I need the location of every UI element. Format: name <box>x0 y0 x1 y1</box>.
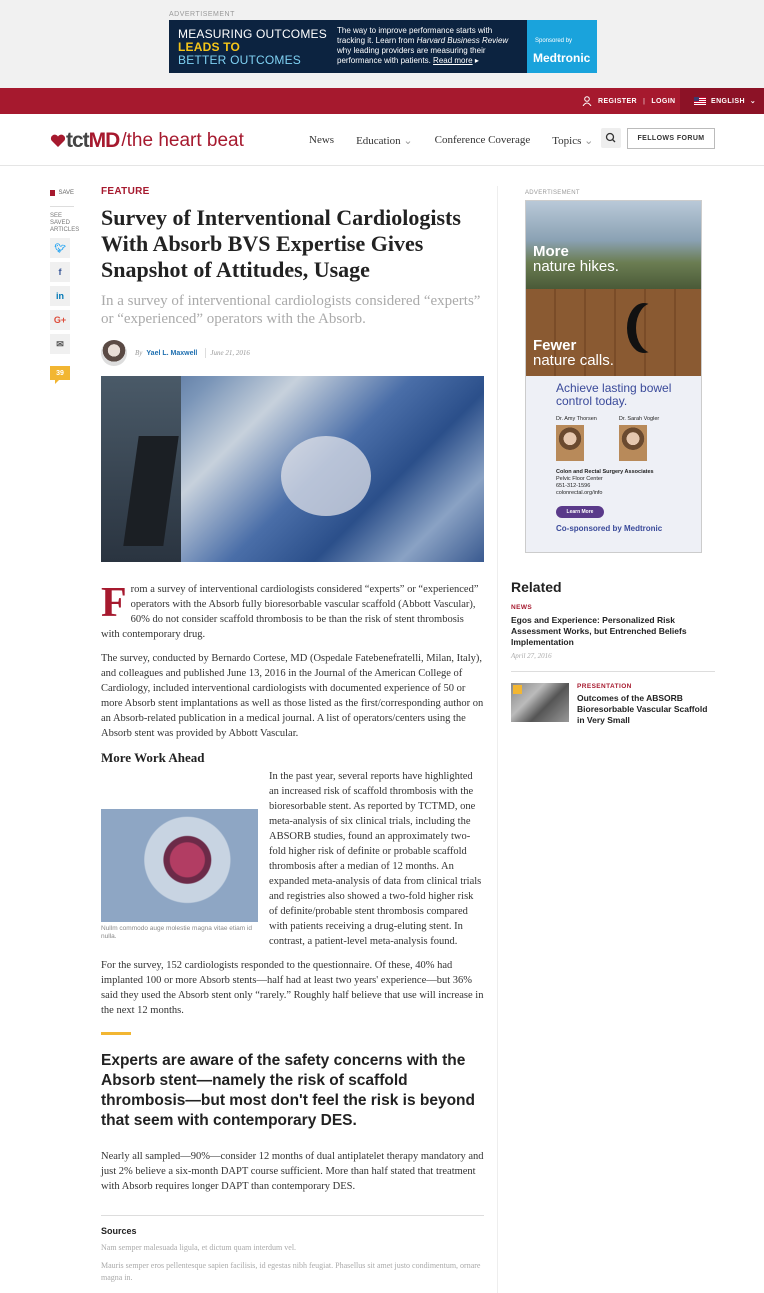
source-item: Nam semper malesuada ligula, et dictum quam interdum vel. <box>101 1243 297 1252</box>
search-button[interactable] <box>601 128 621 148</box>
article-kicker: FEATURE <box>101 186 150 197</box>
nav-conference-coverage[interactable]: Conference Coverage <box>434 134 531 146</box>
register-link[interactable]: REGISTER <box>598 97 637 105</box>
comments-count-badge[interactable]: 39 <box>50 366 70 380</box>
side-ad-panel-info <box>526 376 701 552</box>
utility-bar <box>0 88 764 114</box>
linkedin-icon: in <box>56 291 64 301</box>
doctor-card: Dr. Sarah Vogler <box>619 416 659 461</box>
related-item[interactable] <box>511 604 715 672</box>
sources <box>101 1215 484 1284</box>
googleplus-share-button[interactable] <box>50 310 70 330</box>
pullquote-accent <box>101 1032 131 1035</box>
ad-banner[interactable] <box>169 20 597 73</box>
primary-nav <box>309 134 615 147</box>
side-ad-panel-door: Fewer nature calls. <box>526 289 701 376</box>
googleplus-icon: G+ <box>53 315 67 325</box>
article-title: Survey of Interventional Cardiologists With Absorb BVS Expertise Gives Snapshot of Attitudes, Usage <box>101 205 461 282</box>
nav-news[interactable]: News <box>309 134 335 146</box>
ad-body: The way to improve performance starts with tracking it. Learn from Harvard Business Review why leading providers are measuring their performance with patients. Read more ▸ <box>337 26 509 65</box>
email-icon: ✉ <box>56 338 64 349</box>
article <box>101 186 484 1203</box>
ad-headline-2: LEADS TO <box>178 40 241 54</box>
ad-sponsor: Sponsored by Medtronic <box>527 20 597 73</box>
doctor-card: Dr. Amy Thorsen <box>556 416 597 461</box>
author-avatar <box>101 340 127 366</box>
related-date: April 27, 2016 <box>511 652 552 660</box>
site-logo[interactable]: tct MD /the heart beat <box>50 129 244 153</box>
user-icon <box>582 96 592 106</box>
inset-caption: Nullm commodo auge molestie magna vitae etiam id nulla. <box>101 925 253 940</box>
clinic-info: Colon and Rectal Surgery Associates Pelvic Floor Center 651-312-1596 colonrectal.org/info <box>556 469 654 496</box>
side-ad-panel-hikes: More nature hikes. <box>526 201 701 289</box>
related-title[interactable]: Egos and Experience: Personalized Risk Assessment Works, but Entrenched Beliefs Implementation <box>511 615 687 647</box>
right-rail <box>511 190 715 726</box>
search-icon <box>601 128 621 148</box>
nav-topics[interactable]: Topics ⌄ <box>552 135 594 147</box>
related-section <box>511 579 715 726</box>
login-link[interactable]: LOGIN <box>651 97 676 105</box>
doctor-photo <box>556 425 584 461</box>
byline: By Yael L. Maxwell June 21, 2016 <box>101 340 484 366</box>
presentation-icon <box>513 685 522 694</box>
chevron-down-icon: ⌄ <box>749 98 757 105</box>
linkedin-share-button[interactable] <box>50 286 70 306</box>
related-title[interactable]: Outcomes of the ABSORB Bioresorbable Vascular Scaffold in Very Small <box>577 693 708 725</box>
source-item: Mauris semper eros pellentesque sapien facilisis, id egestas nibh feugiat. Phasellus sit amet justo condimentum, ornare magna in. <box>101 1261 481 1282</box>
related-tag: NEWS <box>511 604 533 611</box>
language-label: ENGLISH <box>711 97 745 105</box>
ad-read-more-link[interactable]: Read more <box>433 56 473 65</box>
paragraph: The survey, conducted by Bernardo Cortese, MD (Ospedale Fatebenefratelli, Milan, Italy), and colleagues and published June 13, 2016 in the Journal of the American College of Cardiology, included interventional cardiologists with documented experience of 50 or more Absorb stent implantations as well as those listed as the first/corresponding author on an Absorb-related publication in a medical journal. A list of operators/centers using the Absorb stent was provided by Abbott Vascular. <box>101 653 484 739</box>
facebook-icon: f <box>58 267 62 277</box>
nav-education[interactable]: Education ⌄ <box>356 135 413 147</box>
email-share-button[interactable] <box>50 334 70 354</box>
inset-figure <box>101 809 258 941</box>
folder-icon <box>50 190 55 196</box>
ad-label: ADVERTISEMENT <box>169 11 235 18</box>
drop-cap: F <box>101 580 127 626</box>
doctor-photo <box>619 425 647 461</box>
us-flag-icon <box>694 97 706 105</box>
pullquote: Experts are aware of the safety concerns with the Absorb stent—namely the risk of scaffold thrombosis—but most don't feel the risk is beyond that seem with contemporary DES. <box>101 1052 475 1129</box>
publish-date: June 21, 2016 <box>210 349 250 357</box>
related-thumbnail[interactable] <box>511 683 569 722</box>
language-selector[interactable] <box>680 88 764 114</box>
paragraph: Nearly all sampled—90%—consider 12 months of dual antiplatelet therapy mandatory and just 2% believe a six-month DAPT course sufficient. More than half stated that treatment with Absorb requires longer DAPT than contemporary DES. <box>101 1151 484 1192</box>
twitter-icon: 🐦︎ <box>54 242 66 253</box>
see-saved-link[interactable]: SEE SAVED ARTICLES <box>50 206 74 234</box>
save-button[interactable]: SAVE <box>50 190 74 196</box>
section-heading: More Work Ahead <box>101 750 205 765</box>
learn-more-button[interactable]: Learn More <box>556 506 604 518</box>
ad-headline-3: BETTER OUTCOMES <box>178 53 302 67</box>
paragraph: Nullm commodo auge molestie magna vitae etiam id nulla. In the past year, several reports have highlighted an increased risk of scaffold thrombosis with the bioresorbable stent. As reported by TCTMD, one meta-analysis of six clinical trials, including the ABSORB studies, found an approximately two-fold higher risk of definite or probable scaffold thrombosis after a median of 12 months. An expanded meta-analysis of data from clinical trials and registries also showed a two-fold higher risk of definite/probable stent thrombosis compared with patients receiving a drug-eluting stent. In contrast, a patient-level meta-analysis found. <box>101 771 482 947</box>
facebook-share-button[interactable] <box>50 262 70 282</box>
related-tag: PRESENTATION <box>577 683 632 690</box>
related-item[interactable] <box>511 683 715 726</box>
related-heading: Related <box>511 579 562 595</box>
auth-links: REGISTER | LOGIN <box>582 96 676 106</box>
article-dek: In a survey of interventional cardiologists considered “experts” or “experienced” operators with the Absorb. <box>101 293 481 327</box>
article-body <box>101 582 484 1194</box>
side-ad-headline: Achieve lasting bowel control today. <box>556 381 672 408</box>
heart-logo-icon <box>50 134 66 148</box>
inset-image <box>101 809 258 922</box>
side-ad[interactable] <box>525 200 702 553</box>
paragraph: For the survey, 152 cardiologists responded to the questionnaire. Of these, 40% had implanted 100 or more Absorb stents—half had at least two years' experience—but 36% said they used the Absorb stent only “rarely.” Roughly half believe that use will increase in the next 12 months. <box>101 960 484 1016</box>
side-ad-label: ADVERTISEMENT <box>525 190 580 196</box>
side-ad-cosponsor: Co-sponsored by Medtronic <box>556 524 663 533</box>
top-ad-area <box>0 0 764 88</box>
ad-headline-1: MEASURING OUTCOMES <box>178 27 327 41</box>
twitter-share-button[interactable] <box>50 238 70 258</box>
column-divider <box>497 186 498 1293</box>
moon-icon <box>636 303 670 353</box>
main-header <box>0 114 764 166</box>
hero-image <box>101 376 484 562</box>
paragraph: From a survey of interventional cardiologists considered “experts” or “experienced” operators with the Absorb fully bioresorbable vascular scaffold (Abbott Vascular), 60% do not consider scaffold thrombosis to be than the risk of stent thrombosis with contemporary drug. <box>101 580 479 640</box>
fellows-forum-button[interactable]: FELLOWS FORUM <box>627 128 715 149</box>
sources-heading: Sources <box>101 1226 137 1236</box>
author-link[interactable]: Yael L. Maxwell <box>146 349 198 357</box>
share-column <box>50 190 80 380</box>
